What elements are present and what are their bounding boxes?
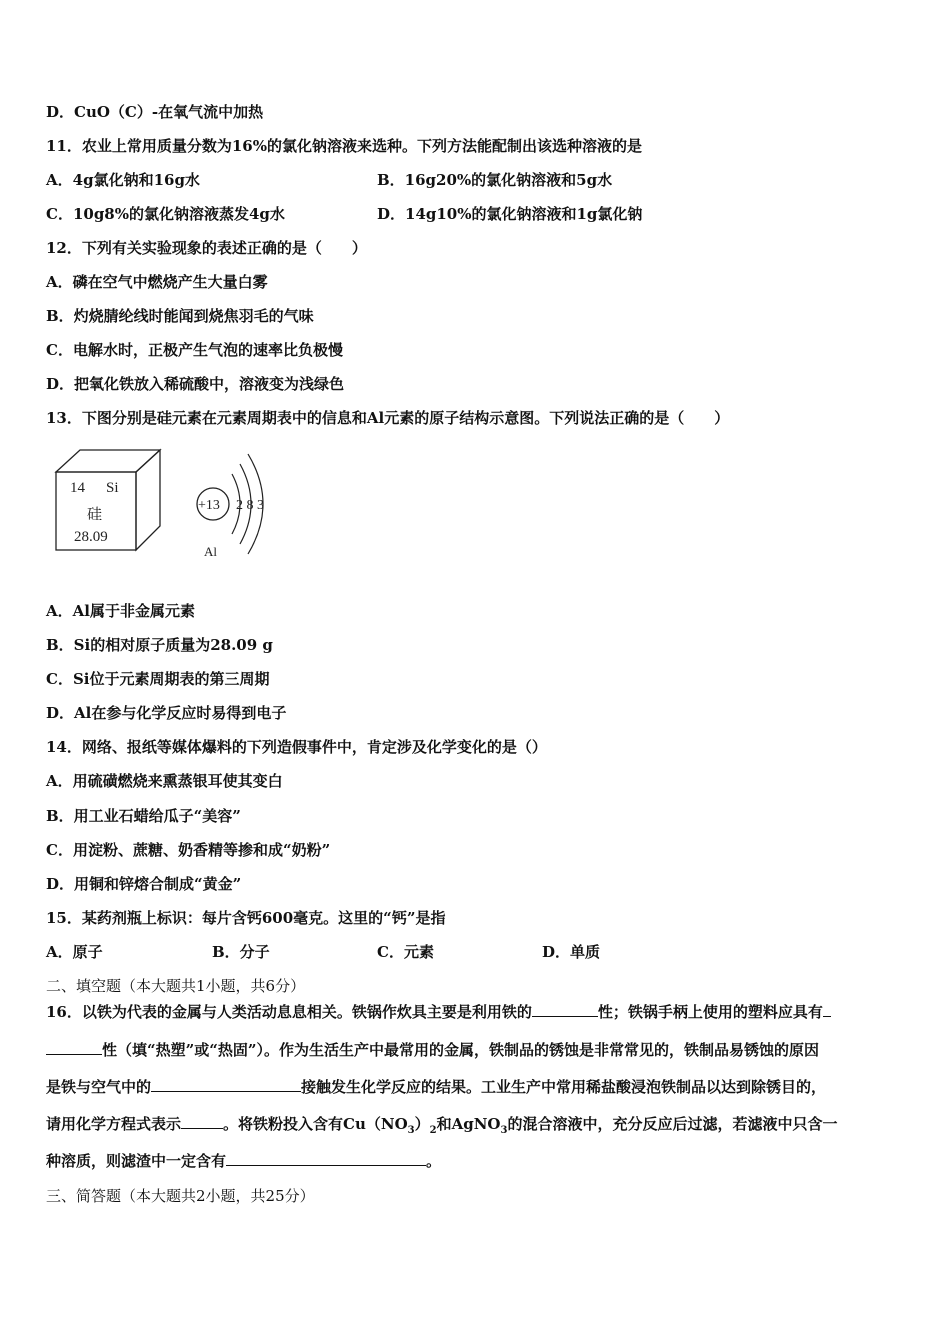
q10-option-d: D．CuO（C）-在氧气流中加热 xyxy=(46,103,264,121)
q16-text-2a: 性（填“热塑”或“热固”）。作为生活生产中最常用的金属，铁制品的锈蚀是非常常见的，铁制品易锈蚀的原因 xyxy=(102,1041,820,1059)
q16-text-4c: ） xyxy=(414,1115,430,1133)
q16-text-3b: 接触发生化学反应的结果。工业生产中常用稀盐酸浸泡铁制品以达到除锈目的， xyxy=(301,1078,827,1096)
q16-blank-4[interactable] xyxy=(181,1114,223,1129)
q16-line-3 xyxy=(46,1077,826,1097)
q13-option-b: B．Si的相对原子质量为28.09 g xyxy=(46,636,273,654)
q11-stem: 11．农业上常用质量分数为16%的氯化钠溶液来选种。下列方法能配制出该选种溶液的是 xyxy=(46,137,643,155)
q14-stem: 14．网络、报纸等媒体爆料的下列造假事件中，肯定涉及化学变化的是（） xyxy=(46,738,547,756)
q16-line-1 xyxy=(46,1002,831,1022)
q12-option-a: A．磷在空气中燃烧产生大量白雾 xyxy=(46,273,268,291)
q16-sub-2: 2 xyxy=(429,1125,437,1136)
q16-text-1b: 性；铁锅手柄上使用的塑料应具有 xyxy=(597,1003,823,1021)
q13-option-a: A．Al属于非金属元素 xyxy=(46,602,195,620)
q15-option-b: B．分子 xyxy=(212,943,270,961)
al-shell-electrons: 2 8 3 xyxy=(236,498,264,513)
q13-stem: 13．下图分别是硅元素在元素周期表中的信息和Al元素的原子结构示意图。下列说法正确的是（ ） xyxy=(46,409,730,427)
q16-blank-2a[interactable] xyxy=(823,1002,831,1017)
q15-option-d: D．单质 xyxy=(542,943,601,961)
q14-option-b: B．用工业石蜡给瓜子“美容” xyxy=(46,807,241,825)
q13-option-d: D．Al在参与化学反应时易得到电子 xyxy=(46,704,287,722)
q16-text-5b: 。 xyxy=(426,1152,442,1170)
q11-option-a: A．4g氯化钠和16g水 xyxy=(46,171,200,189)
q12-option-c: C．电解水时，正极产生气泡的速率比负极慢 xyxy=(46,341,343,359)
q12-option-d: D．把氧化铁放入稀硫酸中，溶液变为浅绿色 xyxy=(46,375,345,393)
q11-option-d: D．14g10%的氯化钠溶液和1g氯化钠 xyxy=(377,205,643,223)
q13-figure xyxy=(50,446,290,566)
q16-text-4d: 和AgNO xyxy=(436,1115,501,1133)
silicon-element-cell xyxy=(56,450,160,550)
q16-text-4b: 。将铁粉投入含有Cu（NO xyxy=(223,1115,408,1133)
si-atomic-number: 14 xyxy=(70,480,85,496)
al-nucleus-charge: +13 xyxy=(198,498,220,513)
q16-blank-2b[interactable] xyxy=(46,1040,102,1055)
q14-option-d: D．用铜和锌熔合制成“黄金” xyxy=(46,875,242,893)
q11-option-c: C．10g8%的氯化钠溶液蒸发4g水 xyxy=(46,205,285,223)
q15-stem: 15．某药剂瓶上标识：每片含钙600毫克。这里的“钙”是指 xyxy=(46,909,446,927)
q11-option-b: B．16g20%的氯化钠溶液和5g水 xyxy=(377,171,613,189)
q16-line-5 xyxy=(46,1151,441,1171)
q15-option-a: A．原子 xyxy=(46,943,103,961)
q14-option-c: C．用淀粉、蔗糖、奶香精等掺和成“奶粉” xyxy=(46,841,331,859)
q16-blank-5[interactable] xyxy=(226,1151,426,1166)
al-label: Al xyxy=(204,544,217,559)
q13-option-c: C．Si位于元素周期表的第三周期 xyxy=(46,670,270,688)
q14-option-a: A．用硫磺燃烧来熏蒸银耳使其变白 xyxy=(46,772,283,790)
q12-stem: 12．下列有关实验现象的表述正确的是（ ） xyxy=(46,239,367,257)
q16-text-3a: 是铁与空气中的 xyxy=(46,1078,152,1096)
q16-sub-1: 3 xyxy=(407,1125,415,1136)
si-atomic-mass: 28.09 xyxy=(74,529,108,545)
q16-line-2 xyxy=(46,1040,819,1060)
section-2-heading: 二、填空题（本大题共1小题，共6分） xyxy=(46,977,306,995)
si-name: 硅 xyxy=(87,507,103,523)
q16-text-1a: 16．以铁为代表的金属与人类活动息息相关。铁锅作炊具主要是利用铁的 xyxy=(46,1003,532,1021)
section-3-heading: 三、简答题（本大题共2小题，共25分） xyxy=(46,1187,315,1205)
si-symbol: Si xyxy=(106,480,119,496)
q16-blank-1[interactable] xyxy=(532,1002,598,1017)
q16-sub-3: 3 xyxy=(500,1125,508,1136)
q15-option-c: C．元素 xyxy=(377,943,434,961)
q16-blank-3[interactable] xyxy=(151,1077,301,1092)
q16-text-4a: 请用化学方程式表示 xyxy=(46,1115,182,1133)
q16-text-5a: 种溶质，则滤渣中一定含有 xyxy=(46,1152,227,1170)
q16-line-4 xyxy=(46,1114,837,1141)
q16-text-4e: 的混合溶液中，充分反应后过滤，若滤液中只含一 xyxy=(507,1115,838,1133)
q12-option-b: B．灼烧腈纶线时能闻到烧焦羽毛的气味 xyxy=(46,307,314,325)
